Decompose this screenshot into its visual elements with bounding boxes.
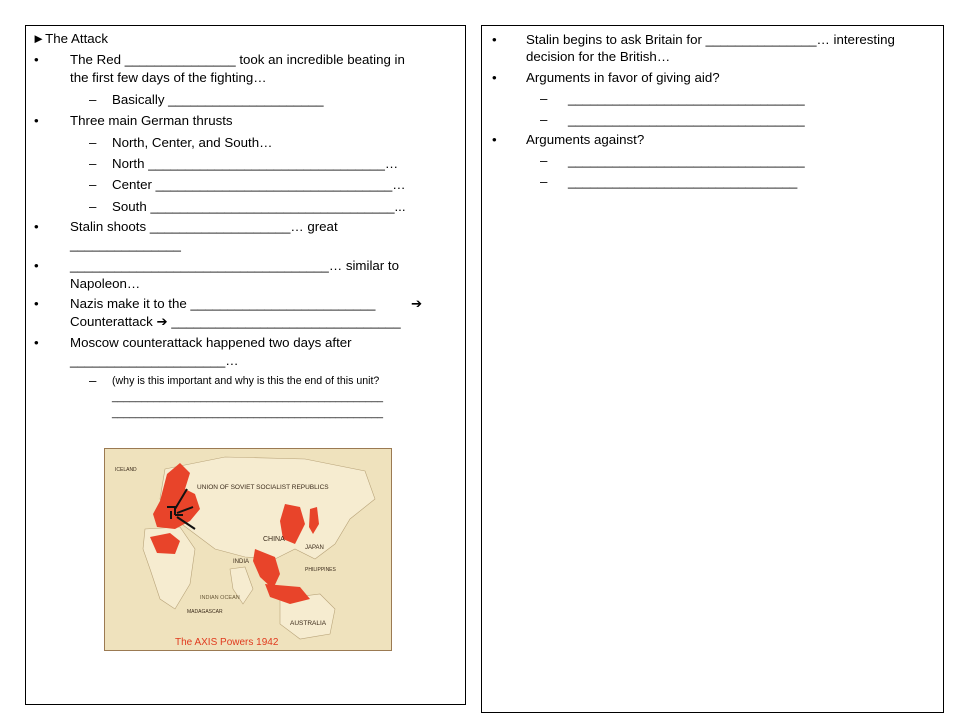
text-line: South _________________________________... xyxy=(112,199,406,214)
text-line: Stalin begins to ask Britain for _______________… interesting xyxy=(526,32,895,47)
text-line: _____________________… xyxy=(70,353,239,368)
dash-marker: – xyxy=(89,177,97,192)
dash-marker: – xyxy=(540,174,548,189)
text-line: Moscow counterattack happened two days after xyxy=(70,335,352,350)
text-line xyxy=(70,313,401,330)
bullet-dot: • xyxy=(492,32,497,47)
text-line: Center ________________________________… xyxy=(112,177,406,192)
text-line: Arguments in favor of giving aid? xyxy=(526,70,720,85)
bullet-dot: • xyxy=(34,335,39,350)
text-line: Napoleon… xyxy=(70,276,141,291)
text-line: Arguments against? xyxy=(526,132,645,147)
text-line: Three main German thrusts xyxy=(70,113,233,128)
counterattack-blank: _______________________________ xyxy=(171,314,401,329)
bullet-dot: • xyxy=(34,52,39,67)
bullet-dot: • xyxy=(34,258,39,273)
text-line: ______________________________________________ xyxy=(112,407,384,419)
section-title: ►The Attack xyxy=(32,31,108,46)
dash-marker: – xyxy=(89,199,97,214)
text-line: North, Center, and South… xyxy=(112,135,273,150)
bullet-dot: • xyxy=(34,219,39,234)
text-line: decision for the British… xyxy=(526,49,671,64)
text-line: Nazis make it to the _________________________ xyxy=(70,296,376,311)
dash-marker: – xyxy=(540,153,548,168)
axis-powers-map xyxy=(104,448,392,651)
dash-marker: – xyxy=(540,112,548,127)
map-label-australia: AUSTRALIA xyxy=(290,620,327,627)
text-line: ________________________________ xyxy=(568,153,805,168)
text-line: ________________________________ xyxy=(568,91,805,106)
map-label-japan: JAPAN xyxy=(305,545,324,551)
map-label-iceland: ICELAND xyxy=(115,467,137,473)
arrow-right-icon: ➔ xyxy=(411,296,423,311)
map-label-madagascar: MADAGASCAR xyxy=(187,609,223,615)
text-line: Stalin shoots ___________________… great xyxy=(70,219,338,234)
map-label-india: INDIA xyxy=(233,559,250,565)
counterattack-label: Counterattack xyxy=(70,314,153,329)
dash-marker: – xyxy=(89,373,97,388)
bullet-dot: • xyxy=(34,113,39,128)
text-line: the first few days of the fighting… xyxy=(70,70,267,85)
map-label-philippines: PHILIPPINES xyxy=(305,567,336,573)
text-line: North ________________________________… xyxy=(112,156,399,171)
text-line: Basically _____________________ xyxy=(112,92,324,107)
map-label-indian-ocean: INDIAN OCEAN xyxy=(200,595,240,601)
right-panel xyxy=(481,25,944,713)
map-label-china: CHINA xyxy=(263,536,285,543)
dash-marker: – xyxy=(89,92,97,107)
text-line: ______________________________________________ xyxy=(112,391,384,403)
dash-marker: – xyxy=(89,135,97,150)
map-graphic xyxy=(105,449,391,650)
map-caption: The AXIS Powers 1942 xyxy=(175,637,279,648)
dash-marker: – xyxy=(89,156,97,171)
bullet-dot: • xyxy=(492,132,497,147)
text-line: _______________ xyxy=(70,237,181,252)
text-line: _______________________________ xyxy=(568,174,798,189)
text-line: The Red _______________ took an incredible beating in xyxy=(70,52,405,67)
text-line: (why is this important and why is this the end of this unit? xyxy=(112,375,380,387)
text-line: ___________________________________… similar to xyxy=(70,258,400,273)
bullet-dot: • xyxy=(492,70,497,85)
map-label-ussr: UNION OF SOVIET SOCIALIST REPUBLICS xyxy=(197,484,329,491)
dash-marker: – xyxy=(540,91,548,106)
bullet-dot: • xyxy=(34,296,39,311)
text-line: ________________________________ xyxy=(568,112,805,127)
arrow-right-icon: ➔ xyxy=(156,314,168,329)
